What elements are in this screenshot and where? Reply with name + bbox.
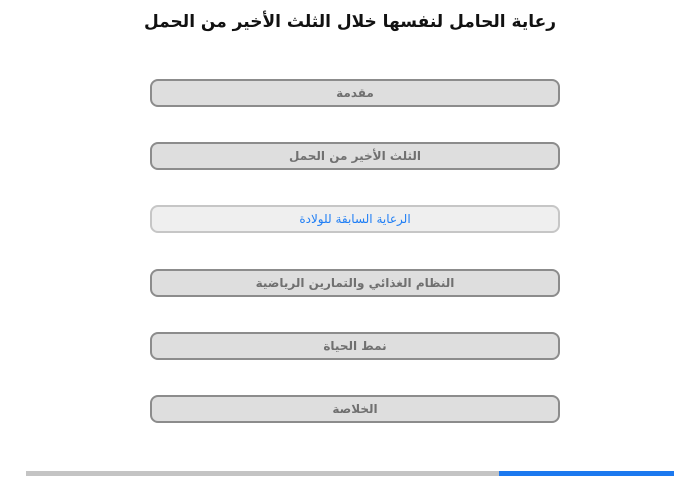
menu-item-third-trimester[interactable]: الثلث الأخير من الحمل	[150, 142, 560, 170]
page-title: رعاية الحامل لنفسها خلال الثلث الأخير من الحمل	[143, 12, 557, 32]
menu-item-diet-and-exercise[interactable]: النظام الغذائي والتمارين الرياضية	[150, 269, 560, 297]
menu-item-summary[interactable]: الخلاصة	[150, 395, 560, 423]
menu-item-introduction[interactable]: مقدمة	[150, 79, 560, 107]
menu-item-lifestyle[interactable]: نمط الحياة	[150, 332, 560, 360]
progress-bar-fill	[499, 471, 674, 476]
progress-bar	[26, 471, 674, 476]
menu-item-prenatal-care[interactable]: الرعاية السابقة للولادة	[150, 205, 560, 233]
